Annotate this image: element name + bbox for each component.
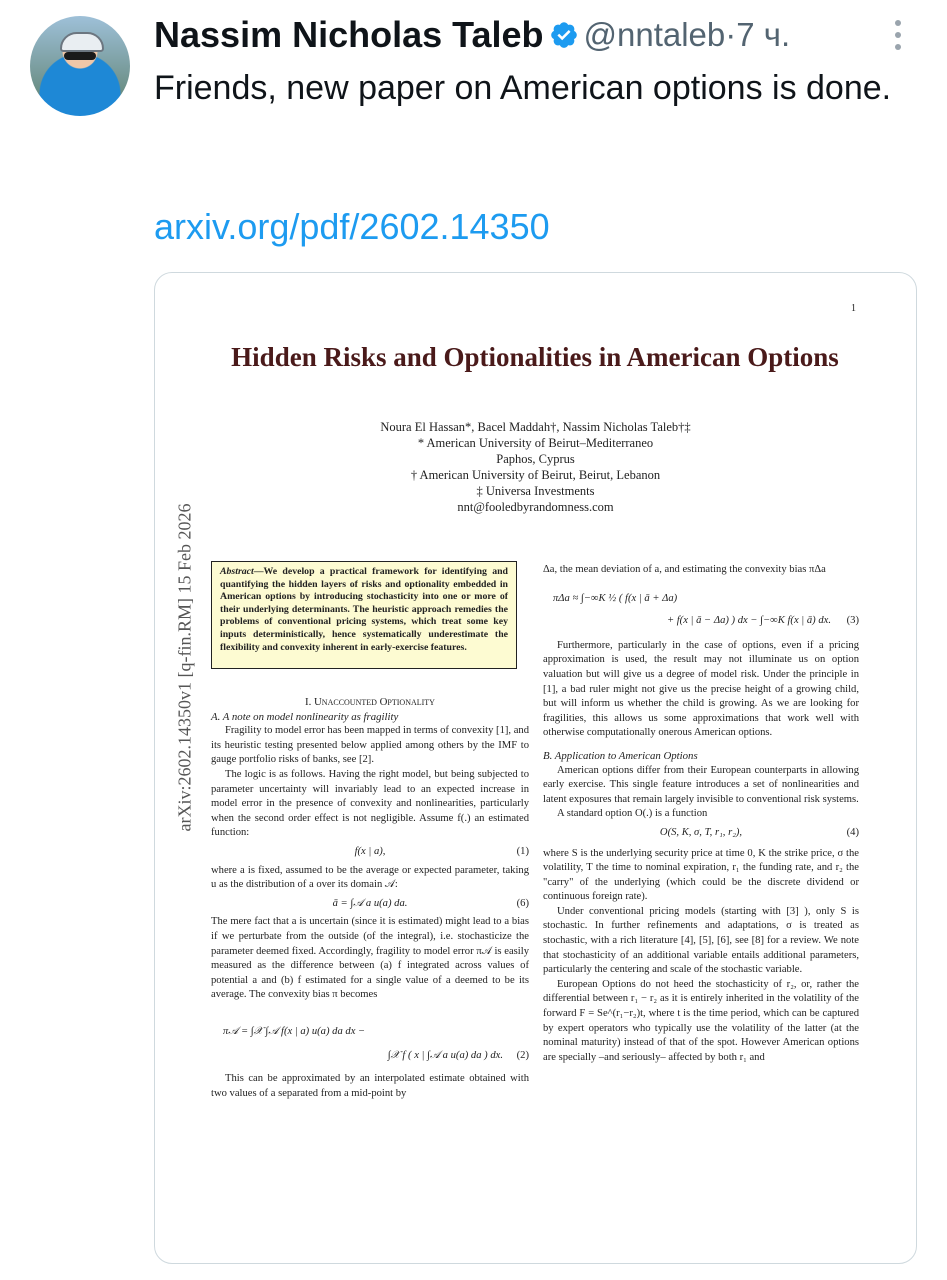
tweet-link[interactable]: arxiv.org/pdf/2602.14350 <box>154 206 550 247</box>
author-avatar[interactable] <box>30 16 130 116</box>
equation-1-number: (1) <box>516 845 529 857</box>
paper-image-card[interactable] <box>154 272 917 1264</box>
right-paragraph-5: where S is the underlying security price at time 0, K the strike price, σ the volatility, T the time to nominal expiration, r₁ the funding rate, and r₂ the "carry" of the underlying (which could be the discrete dividend or continuous foreign rate). <box>543 847 859 903</box>
abstract-label: Abstract <box>220 566 254 577</box>
author-email: nnt@fooledbyrandomness.com <box>457 500 614 514</box>
right-paragraph-4: A standard option O(.) is a function <box>557 808 708 820</box>
right-paragraph-2: Furthermore, particularly in the case of options, even if a pricing approximation is used, the result may not illuminate us on option valuation but will give us a degree of model risk. Under the principle in [1], a bad ruler might not give us the precise height of a growing child, but will inform us whether the child is growing. As we are looking for fragilities, this allows us some approximations that work well with otherwise computationally onerous American options. <box>543 639 859 739</box>
affiliation-4: ‡ Universa Investments <box>476 484 595 498</box>
tweet-header <box>154 14 914 58</box>
equation-3-number: (3) <box>846 615 859 627</box>
subsection-b-heading: B. Application to American Options <box>543 749 698 762</box>
right-column <box>543 563 859 1065</box>
paragraph-1: Fragility to model error has been mapped in terms of convexity [1], and its heuristic testing presented below applied among others by the IMF to gauge portfolio risks of banks, see [2]. <box>211 725 529 766</box>
paragraph-3: where a is fixed, assumed to be the average or expected parameter, taking u as the distribution of a over its domain 𝒜: <box>211 864 529 891</box>
separator-dot: · <box>725 16 737 53</box>
equation-3 <box>543 614 859 629</box>
right-paragraph-1: Δa, the mean deviation of a, and estimating the convexity bias πΔa <box>543 564 826 575</box>
left-column <box>211 695 529 1101</box>
equation-4 <box>543 826 859 841</box>
equation-3-line-2: + f(x | ā − Δa) ) dx − ∫−∞K f(x | ā) dx. <box>666 615 831 627</box>
paper-authors-block <box>155 419 916 515</box>
paper-authors: Noura El Hassan*, Bacel Maddah†, Nassim Nicholas Taleb†‡ <box>380 420 691 434</box>
equation-1 <box>211 845 529 860</box>
author-name[interactable]: Nassim Nicholas Taleb <box>154 14 544 55</box>
avatar-helmet <box>60 32 104 52</box>
subsection-a-heading: A. A note on model nonlinearity as fragility <box>211 710 399 723</box>
affiliation-3: † American University of Beirut, Beirut, Lebanon <box>410 468 661 482</box>
equation-6 <box>211 897 529 912</box>
paragraph-4: The mere fact that a is uncertain (since it is estimated) might lead to a bias if we perturbate from the outside (of the integral), i.e. stochasticize the parameter deemed fixed. Accordingly, fragility to model error π𝒜 is easily measured as the difference between (a) f integrated across values of potential a and (b) f estimated for a single value of a deemed to be its average. The convexity bias π becomes <box>211 916 529 1001</box>
arxiv-identifier: arXiv:2602.14350v1 [q-fin.RM] 15 Feb 2026 <box>174 503 195 832</box>
paper-page <box>155 273 916 1263</box>
equation-6-body: ā = ∫𝒜 a u(a) da. <box>332 897 408 909</box>
section-1-heading: I. Unaccounted Optionality <box>305 696 435 708</box>
right-paragraph-6: Under conventional pricing models (starting with [3] ), only S is stochastic. In further refinements and adaptations, σ is treated as stochastic, with a rich literature [4], [5], [6], see [8] for a review. We note that stochasticity of an additional variable entails additional parameters, particularly the centering and scale of the stochastic variable. <box>543 905 859 976</box>
tweet-time[interactable]: 7 ч. <box>736 16 791 53</box>
avatar-glasses <box>64 52 96 60</box>
equation-4-body: O(S, K, σ, T, r₁, r₂), <box>659 826 743 838</box>
affiliation-2: Paphos, Cyprus <box>496 452 575 466</box>
abstract-box <box>211 561 517 669</box>
paragraph-5: This can be approximated by an interpolated estimate obtained with two values of a separated from a mid-point by <box>211 1073 529 1099</box>
equation-3-line-1: πΔa ≈ ∫−∞K ½ ( f(x | ā + Δa) <box>553 592 678 604</box>
more-options-icon[interactable] <box>888 20 908 54</box>
page-number: 1 <box>851 303 856 314</box>
tweet-text: Friends, new paper on American options is done. <box>154 69 892 107</box>
equation-2 <box>211 1049 529 1064</box>
equation-1-body: f(x | a), <box>354 845 386 857</box>
paragraph-2: The logic is as follows. Having the right model, but being subjected to parameter uncertainty will invariably lead to an expected increase in model error in the presence of convexity and nonlinearities, particularly when the second order effect is not negligible. Assume f(.) an estimated function: <box>211 768 529 839</box>
equation-2-line-2: ∫𝒳 f ( x | ∫𝒜 a u(a) da ) dx. <box>387 1050 503 1062</box>
verified-badge-icon <box>549 20 579 50</box>
abstract-text: —We develop a practical framework for identifying and quantifying the hidden layers of risks and optionality embedded in American options by introducing stochasticity into one or more of their underlying determinants. The heuristic approach remedies the problems of conventional pricing systems, which treat some key inputs deterministically, hence systematically underestimate the flexibility and convexity inherent in early-exercise features. <box>220 566 508 653</box>
paper-title: Hidden Risks and Optionalities in American Options <box>231 342 839 372</box>
affiliation-1: * American University of Beirut–Mediterraneo <box>417 436 654 450</box>
author-handle[interactable]: @nntaleb <box>583 16 726 53</box>
equation-4-number: (4) <box>846 826 859 838</box>
equation-2-number: (2) <box>516 1050 529 1062</box>
right-paragraph-7: European Options do not heed the stochasticity of r₂, or, rather the differential between r₁ − r₂ as it is entirely inherited in the volatility of the forward F = Se^(r₁−r₂)t, where t is the time period, which can be captured by expert operators who typically use the volatility of the latter (at the nominal maturity) instead of that of the spot. However American options are specially –and seriously– affected by both r₁ and <box>543 978 859 1063</box>
equation-2-line-1: π𝒜 = ∫𝒳 ∫𝒜 f(x | a) u(a) da dx − <box>223 1025 366 1037</box>
right-paragraph-3: American options differ from their European counterparts in allowing early exercise. This single feature introduces a set of nonlinearities and latent exposures that remain largely invisible to conventional risk systems. <box>543 764 859 805</box>
equation-6-number: (6) <box>516 897 529 909</box>
